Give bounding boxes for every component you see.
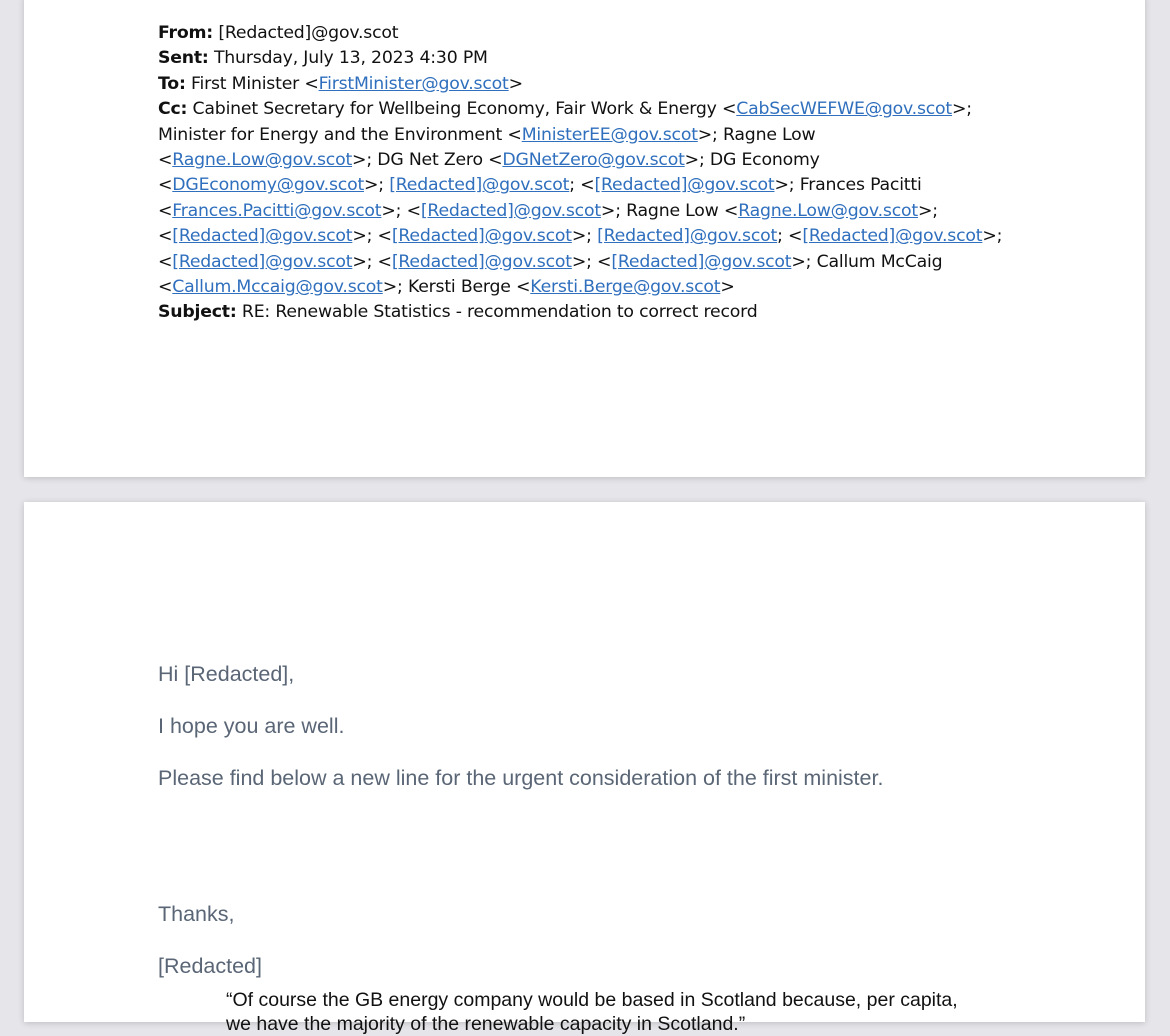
cc-text <box>193 99 972 119</box>
cc-text: < <box>158 251 173 272</box>
subject-value: RE: Renewable Statistics - recommendation to correct record <box>241 302 758 323</box>
cc-line <box>158 173 1018 198</box>
from-value: [Redacted]@gov.scot <box>218 23 399 43</box>
cc-email-link[interactable]: [Redacted]@gov.scot <box>420 200 601 221</box>
cc-text: ; < <box>777 226 803 247</box>
cc-text: >; < <box>381 200 421 221</box>
cc-text: >; DG Net Zero < <box>352 149 503 170</box>
cc-text: >; Ragne Low < <box>600 200 739 221</box>
cc-text: >; < <box>352 251 392 272</box>
cc-email-link[interactable]: [Redacted]@gov.scot <box>172 251 353 272</box>
cc-text: >; <box>364 175 390 196</box>
cc-text: >; Kersti Berge < <box>382 276 531 297</box>
cc-email-link[interactable]: [Redacted]@gov.scot <box>389 175 570 196</box>
cc-line <box>158 224 1018 249</box>
from-label: From: <box>158 23 214 43</box>
cc-text: < <box>158 276 173 297</box>
cc-email-link[interactable]: MinisterEE@gov.scot <box>521 124 698 145</box>
cc-email-link[interactable]: [Redacted]@gov.scot <box>172 226 353 247</box>
cc-email-link[interactable]: [Redacted]@gov.scot <box>597 226 778 247</box>
cc-line <box>158 123 1018 148</box>
cc-text: >; <box>917 200 938 221</box>
cc-text: >; DG Economy <box>684 149 820 170</box>
cc-line <box>158 148 1018 173</box>
cc-text: < <box>158 149 173 170</box>
subject-label: Subject: <box>158 302 237 323</box>
cc-text: < <box>158 175 173 196</box>
cc-text: >; < <box>352 226 392 247</box>
cc-email-link[interactable]: Callum.Mccaig@gov.scot <box>172 276 383 297</box>
cc-email-link[interactable]: DGNetZero@gov.scot <box>502 149 685 170</box>
cc-text: Minister for Energy and the Environment < <box>158 124 522 145</box>
cc-line <box>158 250 1018 275</box>
greeting: Hi [Redacted], <box>158 662 295 686</box>
to-email-link[interactable]: FirstMinister@gov.scot <box>318 73 509 94</box>
cc-email-link[interactable]: [Redacted]@gov.scot <box>594 175 775 196</box>
to-name: First Minister < <box>190 73 319 94</box>
cc-text: > <box>720 276 735 297</box>
cc-email-link[interactable]: DGEconomy@gov.scot <box>172 175 365 196</box>
to-line <box>158 72 1018 97</box>
cc-email-link[interactable]: Frances.Pacitti@gov.scot <box>172 200 382 221</box>
quoted-line <box>226 988 958 1036</box>
quote-line-2: we have the majority of the renewable capacity in Scotland.” <box>226 1013 746 1035</box>
cc-text: < <box>158 226 173 247</box>
from-line <box>158 21 1018 46</box>
cc-email-link[interactable]: CabSecWEFWE@gov.scot <box>736 99 953 120</box>
signature: [Redacted] <box>158 954 262 978</box>
cc-email-link[interactable]: Ragne.Low@gov.scot <box>738 200 918 221</box>
cc-text: >; Ragne Low <box>697 124 816 145</box>
body-line-wellbeing: I hope you are well. <box>158 714 345 738</box>
cc-email-link[interactable]: [Redacted]@gov.scot <box>802 226 983 247</box>
sent-label: Sent: <box>158 48 209 69</box>
cc-text: < <box>158 200 173 221</box>
cc-text: Cabinet Secretary for Wellbeing Economy, Fair Work & Energy < <box>192 99 737 120</box>
cc-line <box>158 275 1018 300</box>
to-label: To: <box>158 73 186 94</box>
cc-text: >; Frances Pacitti <box>774 175 922 196</box>
closing: Thanks, <box>158 902 235 926</box>
cc-text: >; < <box>571 251 612 272</box>
cc-email-link[interactable]: [Redacted]@gov.scot <box>391 226 572 247</box>
cc-text: ; < <box>569 175 595 196</box>
cc-line <box>158 199 1018 224</box>
cc-email-link[interactable]: [Redacted]@gov.scot <box>611 251 792 272</box>
cc-text: >; <box>571 226 598 247</box>
cc-text: >; Callum McCaig <box>791 251 943 272</box>
document-page-2 <box>24 502 1145 1035</box>
cc-label: Cc: <box>158 99 188 120</box>
cc-email-link[interactable]: Kersti.Berge@gov.scot <box>530 276 721 297</box>
email-header <box>158 21 1018 326</box>
cc-line <box>158 97 1018 122</box>
cc-email-link[interactable]: Ragne.Low@gov.scot <box>172 149 353 170</box>
cc-email-link[interactable]: [Redacted]@gov.scot <box>391 251 572 272</box>
document-page-1 <box>24 0 1145 477</box>
sent-line <box>158 46 1018 71</box>
subject-line <box>158 300 1018 325</box>
cc-text: >; <box>952 99 972 120</box>
quote-line-1: “Of course the GB energy company would be based in Scotland because, per capita, <box>226 989 958 1011</box>
to-close: > <box>508 73 523 94</box>
sent-value: Thursday, July 13, 2023 4:30 PM <box>213 48 488 69</box>
cc-text: >; <box>982 226 1003 247</box>
body-line-request: Please find below a new line for the urgent consideration of the first minister. <box>158 766 884 790</box>
